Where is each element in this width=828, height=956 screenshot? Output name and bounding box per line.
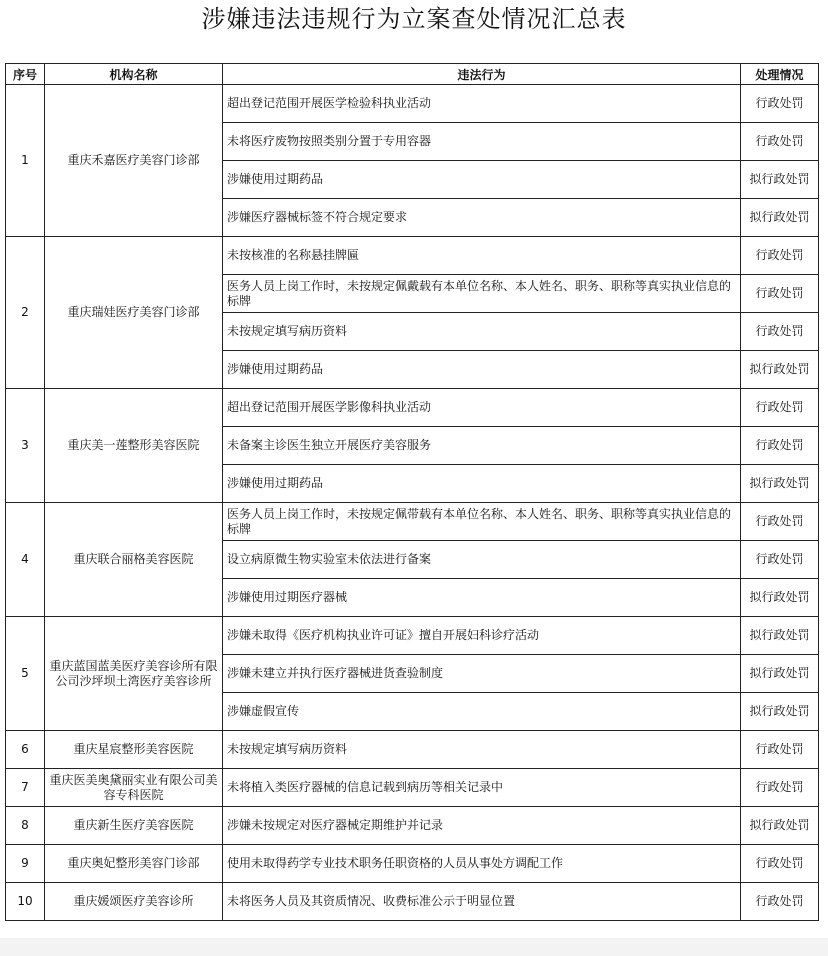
header-org: 机构名称 — [45, 64, 223, 85]
cell-res: 拟行政处罚 — [741, 161, 819, 199]
cell-res: 行政处罚 — [741, 845, 819, 883]
cell-res: 行政处罚 — [741, 389, 819, 427]
cell-act: 未按规定填写病历资料 — [223, 731, 741, 769]
header-res: 处理情况 — [741, 64, 819, 85]
cell-res: 拟行政处罚 — [741, 351, 819, 389]
cell-act: 超出登记范围开展医学检验科执业活动 — [223, 85, 741, 123]
cell-res: 拟行政处罚 — [741, 693, 819, 731]
cell-act: 超出登记范围开展医学影像科执业活动 — [223, 389, 741, 427]
header-row — [6, 64, 819, 85]
cell-act: 涉嫌未取得《医疗机构执业许可证》擅自开展妇科诊疗活动 — [223, 617, 741, 655]
cell-seq: 1 — [6, 85, 45, 237]
cell-act: 涉嫌使用过期药品 — [223, 351, 741, 389]
cell-org: 重庆美一莲整形美容医院 — [45, 389, 223, 503]
cell-res: 行政处罚 — [741, 313, 819, 351]
cell-seq: 4 — [6, 503, 45, 617]
cell-res: 行政处罚 — [741, 503, 819, 541]
cell-act: 涉嫌未建立并执行医疗器械进货查验制度 — [223, 655, 741, 693]
cell-act: 涉嫌使用过期医疗器械 — [223, 579, 741, 617]
cell-org: 重庆新生医疗美容医院 — [45, 807, 223, 845]
cell-act: 未备案主诊医生独立开展医疗美容服务 — [223, 427, 741, 465]
cell-res: 行政处罚 — [741, 883, 819, 921]
cell-act: 设立病原微生物实验室未依法进行备案 — [223, 541, 741, 579]
cell-org: 重庆禾嘉医疗美容门诊部 — [45, 85, 223, 237]
cell-org: 重庆联合丽格美容医院 — [45, 503, 223, 617]
cell-res: 行政处罚 — [741, 275, 819, 313]
header-act: 违法行为 — [223, 64, 741, 85]
table-row — [6, 883, 819, 921]
cell-act: 涉嫌使用过期药品 — [223, 161, 741, 199]
cell-org: 重庆奥妃整形美容门诊部 — [45, 845, 223, 883]
table-row — [6, 845, 819, 883]
table-row — [6, 769, 819, 807]
cell-act: 医务人员上岗工作时，未按规定佩带载有本单位名称、本人姓名、职务、职称等真实执业信息的标牌 — [223, 503, 741, 541]
cell-act: 未将医务人员及其资质情况、收费标准公示于明显位置 — [223, 883, 741, 921]
cell-act: 未按核准的名称悬挂牌匾 — [223, 237, 741, 275]
cell-act: 涉嫌医疗器械标签不符合规定要求 — [223, 199, 741, 237]
cell-res: 拟行政处罚 — [741, 579, 819, 617]
table-row — [6, 389, 819, 427]
cell-act: 医务人员上岗工作时，未按规定佩戴载有本单位名称、本人姓名、职务、职称等真实执业信息的标牌 — [223, 275, 741, 313]
cell-res: 行政处罚 — [741, 427, 819, 465]
cell-res: 拟行政处罚 — [741, 655, 819, 693]
header-seq: 序号 — [6, 64, 45, 85]
cell-res: 行政处罚 — [741, 541, 819, 579]
cell-res: 行政处罚 — [741, 769, 819, 807]
table-row — [6, 85, 819, 123]
summary-table — [5, 63, 819, 921]
cell-res: 拟行政处罚 — [741, 617, 819, 655]
cell-res: 行政处罚 — [741, 123, 819, 161]
table-row — [6, 237, 819, 275]
table-row — [6, 807, 819, 845]
cell-act: 未按规定填写病历资料 — [223, 313, 741, 351]
cell-seq: 9 — [6, 845, 45, 883]
cell-act: 涉嫌未按规定对医疗器械定期维护并记录 — [223, 807, 741, 845]
cell-res: 拟行政处罚 — [741, 465, 819, 503]
cell-res: 拟行政处罚 — [741, 807, 819, 845]
cell-act: 未将植入类医疗器械的信息记载到病历等相关记录中 — [223, 769, 741, 807]
cell-res: 行政处罚 — [741, 731, 819, 769]
cell-act: 使用未取得药学专业技术职务任职资格的人员从事处方调配工作 — [223, 845, 741, 883]
cell-seq: 7 — [6, 769, 45, 807]
cell-seq: 10 — [6, 883, 45, 921]
cell-seq: 6 — [6, 731, 45, 769]
page-title: 涉嫌违法违规行为立案查处情况汇总表 — [201, 5, 627, 33]
table-body — [6, 85, 819, 921]
cell-seq: 2 — [6, 237, 45, 389]
cell-act: 涉嫌使用过期药品 — [223, 465, 741, 503]
cell-org: 重庆媛颂医疗美容诊所 — [45, 883, 223, 921]
table-row — [6, 731, 819, 769]
table-row — [6, 617, 819, 655]
cell-seq: 5 — [6, 617, 45, 731]
cell-org: 重庆星宸整形美容医院 — [45, 731, 223, 769]
cell-org: 重庆瑞娃医疗美容门诊部 — [45, 237, 223, 389]
cell-act: 未将医疗废物按照类别分置于专用容器 — [223, 123, 741, 161]
cell-org: 重庆医美奥黛丽实业有限公司美容专科医院 — [45, 769, 223, 807]
cell-res: 行政处罚 — [741, 237, 819, 275]
cell-seq: 3 — [6, 389, 45, 503]
footer-band — [0, 938, 828, 956]
cell-org: 重庆蓝国蓝美医疗美容诊所有限公司沙坪坝土湾医疗美容诊所 — [45, 617, 223, 731]
cell-act: 涉嫌虚假宣传 — [223, 693, 741, 731]
cell-res: 拟行政处罚 — [741, 199, 819, 237]
table-row — [6, 503, 819, 541]
cell-seq: 8 — [6, 807, 45, 845]
cell-res: 行政处罚 — [741, 85, 819, 123]
